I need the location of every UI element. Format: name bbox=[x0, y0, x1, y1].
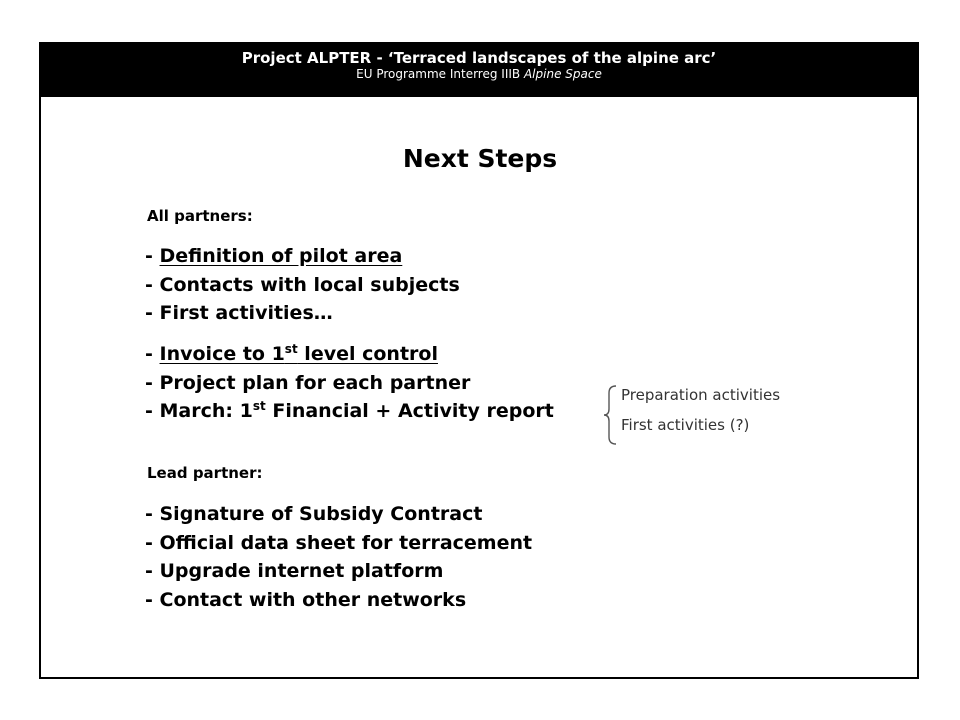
march-text-b: Financial + Activity report bbox=[265, 400, 554, 422]
lead-partner-label: Lead partner: bbox=[147, 464, 263, 482]
header-subtitle bbox=[39, 67, 919, 82]
list-item bbox=[145, 397, 554, 426]
bullet-prefix: - bbox=[145, 273, 160, 296]
list-item: - Official data sheet for terracement bbox=[145, 531, 533, 554]
list-item: - Contact with other networks bbox=[145, 588, 467, 611]
list-item: - Upgrade internet platform bbox=[145, 560, 444, 582]
lead-partner-list bbox=[145, 500, 532, 614]
side-note-first-activities: First activities (?) bbox=[621, 416, 750, 434]
list-item-text: Definition of pilot area bbox=[159, 245, 403, 267]
header-title: Project ALPTER - ‘Terraced landscapes of the alpine arc’ bbox=[241, 49, 717, 67]
list-item bbox=[145, 271, 460, 300]
invoice-text-b: level control bbox=[297, 343, 438, 365]
header-bar bbox=[39, 42, 919, 97]
march-sup: st bbox=[252, 399, 266, 413]
list-item bbox=[145, 299, 460, 328]
curly-brace-icon bbox=[603, 385, 617, 445]
list-item-text: First activities… bbox=[159, 302, 333, 324]
list-item bbox=[145, 242, 460, 271]
side-note-preparation: Preparation activities bbox=[621, 386, 781, 404]
list-item bbox=[145, 340, 554, 369]
header-subtitle-italic: Alpine Space bbox=[523, 67, 602, 81]
header-subtitle-text: EU Programme Interreg IIIB bbox=[356, 67, 524, 81]
bullet-prefix: - bbox=[145, 343, 160, 365]
all-partners-label: All partners: bbox=[147, 207, 253, 225]
list-item: - Signature of Subsidy Contract bbox=[145, 503, 483, 525]
march-text-a: - March: 1 bbox=[145, 400, 253, 422]
invoice-sup: st bbox=[284, 342, 298, 356]
bullet-prefix: - bbox=[145, 302, 160, 324]
all-partners-list-1 bbox=[145, 242, 460, 328]
all-partners-list-2 bbox=[145, 340, 554, 426]
invoice-text-a: Invoice to 1 bbox=[159, 343, 285, 365]
list-item: - Project plan for each partner bbox=[145, 371, 471, 394]
bullet-prefix: - bbox=[145, 245, 160, 267]
list-item-text: Contacts with local subjects bbox=[159, 273, 460, 296]
slide-title: Next Steps bbox=[402, 144, 558, 173]
invoice-item bbox=[160, 343, 438, 365]
